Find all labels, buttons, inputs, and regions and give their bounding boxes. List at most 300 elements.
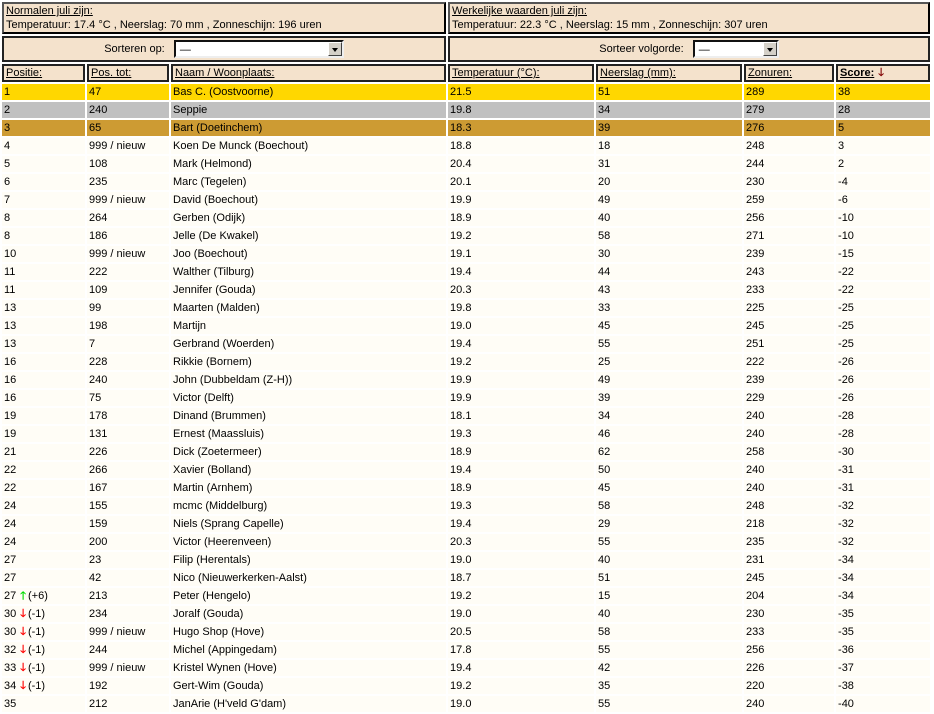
zonuren-cell: 245	[744, 318, 834, 334]
table-row	[2, 300, 930, 316]
table-row	[2, 552, 930, 568]
score-cell: -22	[836, 282, 930, 298]
score-cell: -36	[836, 642, 930, 658]
zonuren-cell: 226	[744, 660, 834, 676]
positie-cell	[2, 138, 85, 154]
neerslag-cell: 31	[596, 156, 742, 172]
col-header-naam[interactable]: Naam / Woonplaats:	[171, 64, 446, 82]
zonuren-cell: 279	[744, 102, 834, 118]
pos-tot-cell: 75	[87, 390, 169, 406]
neerslag-cell: 51	[596, 84, 742, 100]
naam-cell: Rikkie (Bornem)	[171, 354, 446, 370]
temperatuur-cell: 18.3	[448, 120, 594, 136]
positie-value: 11	[4, 284, 16, 296]
zonuren-cell: 240	[744, 462, 834, 478]
table-row	[2, 120, 930, 136]
neerslag-cell: 39	[596, 120, 742, 136]
neerslag-cell: 55	[596, 336, 742, 352]
chevron-down-icon[interactable]	[328, 42, 342, 56]
temperatuur-cell: 19.4	[448, 516, 594, 532]
score-cell: -28	[836, 408, 930, 424]
positie-value: 27	[4, 590, 17, 602]
col-header-zonuren[interactable]: Zonuren:	[744, 64, 834, 82]
positie-value: 10	[4, 248, 17, 260]
zonuren-cell: 256	[744, 210, 834, 226]
score-cell: -34	[836, 588, 930, 604]
neerslag-cell: 39	[596, 390, 742, 406]
naam-cell: Filip (Herentals)	[171, 552, 446, 568]
pos-tot-cell: 999 / nieuw	[87, 192, 169, 208]
positie-value: 5	[4, 158, 11, 170]
position-change: (+6)	[27, 590, 48, 602]
positie-value: 22	[4, 482, 17, 494]
sort-order-cell	[448, 36, 930, 62]
col-header-neerslag[interactable]: Neerslag (mm):	[596, 64, 742, 82]
positie-value: 11	[4, 266, 16, 278]
positie-cell	[2, 336, 85, 352]
zonuren-cell: 259	[744, 192, 834, 208]
temperatuur-cell: 19.8	[448, 300, 594, 316]
temperatuur-cell: 19.3	[448, 426, 594, 442]
score-cell: -6	[836, 192, 930, 208]
normals-text: Temperatuur: 17.4 °C , Neerslag: 70 mm , Zonneschijn: 196 uren	[6, 19, 322, 31]
zonuren-cell: 240	[744, 696, 834, 712]
positie-cell	[2, 534, 85, 550]
sort-by-value: —	[179, 44, 191, 56]
table-row	[2, 138, 930, 154]
table-row	[2, 606, 930, 622]
positie-value: 32	[4, 644, 17, 656]
positie-cell	[2, 426, 85, 442]
table-body	[2, 84, 930, 712]
positie-value: 30	[4, 608, 17, 620]
pos-tot-cell: 109	[87, 282, 169, 298]
sort-order-value: —	[698, 44, 710, 56]
naam-cell: Martijn	[171, 318, 446, 334]
table-row	[2, 588, 930, 604]
table-row	[2, 624, 930, 640]
pos-tot-cell: 186	[87, 228, 169, 244]
pos-tot-cell: 155	[87, 498, 169, 514]
pos-tot-cell: 131	[87, 426, 169, 442]
pos-tot-cell: 200	[87, 534, 169, 550]
score-cell: -38	[836, 678, 930, 694]
temperatuur-cell: 18.9	[448, 444, 594, 460]
pos-tot-cell: 23	[87, 552, 169, 568]
naam-cell: Victor (Delft)	[171, 390, 446, 406]
neerslag-cell: 33	[596, 300, 742, 316]
positie-value: 27	[4, 572, 17, 584]
neerslag-cell: 20	[596, 174, 742, 190]
neerslag-cell: 30	[596, 246, 742, 262]
positie-value: 13	[4, 320, 17, 332]
temperatuur-cell: 18.7	[448, 570, 594, 586]
score-cell: -37	[836, 660, 930, 676]
zonuren-cell: 251	[744, 336, 834, 352]
positie-cell	[2, 678, 85, 694]
pos-tot-cell: 240	[87, 372, 169, 388]
table-row	[2, 102, 930, 118]
positie-value: 3	[4, 122, 11, 134]
positie-cell	[2, 624, 85, 640]
naam-cell: JanArie (H'veld G'dam)	[171, 696, 446, 712]
positie-cell	[2, 444, 85, 460]
positie-cell	[2, 210, 85, 226]
pos-tot-cell: 212	[87, 696, 169, 712]
actuals-panel	[448, 2, 930, 34]
col-header-score-label[interactable]: Score:	[840, 67, 875, 79]
actuals-text: Temperatuur: 22.3 °C , Neerslag: 15 mm , Zonneschijn: 307 uren	[452, 19, 768, 31]
neerslag-cell: 46	[596, 426, 742, 442]
chevron-down-icon[interactable]	[763, 42, 777, 56]
naam-cell: Jennifer (Gouda)	[171, 282, 446, 298]
temperatuur-cell: 20.3	[448, 534, 594, 550]
positie-value: 30	[4, 626, 17, 638]
score-cell: -22	[836, 264, 930, 280]
table-row	[2, 480, 930, 496]
pos-tot-cell: 240	[87, 102, 169, 118]
pos-tot-cell: 192	[87, 678, 169, 694]
temperatuur-cell: 19.2	[448, 678, 594, 694]
neerslag-cell: 55	[596, 534, 742, 550]
positie-cell	[2, 516, 85, 532]
pos-tot-cell: 999 / nieuw	[87, 246, 169, 262]
naam-cell: Joralf (Gouda)	[171, 606, 446, 622]
positie-value: 21	[4, 446, 17, 458]
neerslag-cell: 62	[596, 444, 742, 460]
pos-tot-cell: 999 / nieuw	[87, 660, 169, 676]
positie-value: 13	[4, 338, 17, 350]
table-row	[2, 246, 930, 262]
pos-tot-cell: 108	[87, 156, 169, 172]
positie-value: 16	[4, 392, 17, 404]
positie-cell	[2, 246, 85, 262]
pos-tot-cell: 264	[87, 210, 169, 226]
score-cell: -31	[836, 480, 930, 496]
sort-order-select[interactable]	[693, 40, 779, 58]
positie-value: 24	[4, 518, 17, 530]
positie-cell	[2, 570, 85, 586]
score-cell: -32	[836, 498, 930, 514]
neerslag-cell: 40	[596, 552, 742, 568]
positie-value: 35	[4, 698, 17, 710]
naam-cell: Kristel Wynen (Hove)	[171, 660, 446, 676]
pos-tot-cell: 228	[87, 354, 169, 370]
temperatuur-cell: 19.4	[448, 336, 594, 352]
pos-tot-cell: 7	[87, 336, 169, 352]
table-row	[2, 444, 930, 460]
zonuren-cell: 231	[744, 552, 834, 568]
arrow-down-icon: 🡓	[20, 644, 26, 656]
temperatuur-cell: 19.9	[448, 390, 594, 406]
naam-cell: Ernest (Maassluis)	[171, 426, 446, 442]
actuals-title: Werkelijke waarden juli zijn:	[452, 5, 587, 17]
temperatuur-cell: 19.0	[448, 606, 594, 622]
pos-tot-cell: 47	[87, 84, 169, 100]
table-row	[2, 354, 930, 370]
table-row	[2, 696, 930, 712]
zonuren-cell: 258	[744, 444, 834, 460]
neerslag-cell: 29	[596, 516, 742, 532]
naam-cell: John (Dubbeldam (Z-H))	[171, 372, 446, 388]
score-cell: -15	[836, 246, 930, 262]
table-row	[2, 498, 930, 514]
naam-cell: mcmc (Middelburg)	[171, 498, 446, 514]
positie-cell	[2, 174, 85, 190]
naam-cell: Maarten (Malden)	[171, 300, 446, 316]
pos-tot-cell: 99	[87, 300, 169, 316]
naam-cell: David (Boechout)	[171, 192, 446, 208]
zonuren-cell: 240	[744, 426, 834, 442]
table-row	[2, 462, 930, 478]
col-header-temperatuur[interactable]: Temperatuur (°C):	[448, 64, 594, 82]
naam-cell: Mark (Helmond)	[171, 156, 446, 172]
neerslag-cell: 58	[596, 228, 742, 244]
positie-cell	[2, 228, 85, 244]
score-cell: -40	[836, 696, 930, 712]
naam-cell: Jelle (De Kwakel)	[171, 228, 446, 244]
positie-value: 6	[4, 176, 11, 188]
neerslag-cell: 58	[596, 498, 742, 514]
temperatuur-cell: 20.5	[448, 624, 594, 640]
temperatuur-cell: 19.0	[448, 696, 594, 712]
positie-cell	[2, 552, 85, 568]
naam-cell: Dick (Zoetermeer)	[171, 444, 446, 460]
neerslag-cell: 55	[596, 696, 742, 712]
temperatuur-cell: 18.8	[448, 138, 594, 154]
naam-cell: Gerben (Odijk)	[171, 210, 446, 226]
score-cell: 28	[836, 102, 930, 118]
neerslag-cell: 43	[596, 282, 742, 298]
pos-tot-cell: 222	[87, 264, 169, 280]
positie-cell	[2, 498, 85, 514]
positie-cell	[2, 300, 85, 316]
pos-tot-cell: 198	[87, 318, 169, 334]
zonuren-cell: 225	[744, 300, 834, 316]
table-row	[2, 534, 930, 550]
sort-order-label: Sorteer volgorde:	[599, 43, 684, 55]
positie-cell	[2, 408, 85, 424]
arrow-up-icon: 🡑	[20, 590, 26, 602]
pos-tot-cell: 234	[87, 606, 169, 622]
naam-cell: Seppie	[171, 102, 446, 118]
neerslag-cell: 51	[596, 570, 742, 586]
temperatuur-cell: 18.9	[448, 480, 594, 496]
table-row	[2, 372, 930, 388]
temperatuur-cell: 18.1	[448, 408, 594, 424]
zonuren-cell: 245	[744, 570, 834, 586]
temperatuur-cell: 19.4	[448, 660, 594, 676]
table-row	[2, 408, 930, 424]
pos-tot-cell: 244	[87, 642, 169, 658]
temperatuur-cell: 20.4	[448, 156, 594, 172]
naam-cell: Gert-Wim (Gouda)	[171, 678, 446, 694]
positie-cell	[2, 462, 85, 478]
arrow-down-icon: 🡓	[20, 662, 26, 674]
zonuren-cell: 233	[744, 282, 834, 298]
score-cell: -25	[836, 318, 930, 334]
temperatuur-cell: 19.8	[448, 102, 594, 118]
naam-cell: Walther (Tilburg)	[171, 264, 446, 280]
position-change: (-1)	[27, 644, 46, 656]
score-cell: -26	[836, 354, 930, 370]
temperatuur-cell: 19.0	[448, 552, 594, 568]
score-cell: -4	[836, 174, 930, 190]
pos-tot-cell: 226	[87, 444, 169, 460]
neerslag-cell: 34	[596, 102, 742, 118]
naam-cell: Nico (Nieuwerkerken-Aalst)	[171, 570, 446, 586]
pos-tot-cell: 999 / nieuw	[87, 624, 169, 640]
naam-cell: Xavier (Bolland)	[171, 462, 446, 478]
score-cell: -26	[836, 372, 930, 388]
normals-title: Normalen juli zijn:	[6, 5, 93, 17]
score-cell: -32	[836, 516, 930, 532]
score-cell: -10	[836, 210, 930, 226]
temperatuur-cell: 19.2	[448, 588, 594, 604]
neerslag-cell: 45	[596, 480, 742, 496]
score-cell: -28	[836, 426, 930, 442]
positie-cell	[2, 696, 85, 712]
score-cell: -35	[836, 606, 930, 622]
pos-tot-cell: 266	[87, 462, 169, 478]
score-cell: -25	[836, 336, 930, 352]
table-row	[2, 174, 930, 190]
neerslag-cell: 58	[596, 624, 742, 640]
score-cell: 38	[836, 84, 930, 100]
table-row	[2, 426, 930, 442]
naam-cell: Peter (Hengelo)	[171, 588, 446, 604]
zonuren-cell: 276	[744, 120, 834, 136]
position-change: (-1)	[27, 626, 46, 638]
col-header-pos-tot[interactable]: Pos. tot:	[87, 64, 169, 82]
naam-cell: Gerbrand (Woerden)	[171, 336, 446, 352]
table-row	[2, 660, 930, 676]
temperatuur-cell: 19.0	[448, 318, 594, 334]
info-row	[2, 2, 930, 34]
positie-value: 8	[4, 212, 11, 224]
score-cell: -30	[836, 444, 930, 460]
zonuren-cell: 230	[744, 606, 834, 622]
position-change: (-1)	[27, 608, 46, 620]
table-row	[2, 516, 930, 532]
score-cell: -32	[836, 534, 930, 550]
score-cell: -34	[836, 570, 930, 586]
zonuren-cell: 271	[744, 228, 834, 244]
positie-cell	[2, 102, 85, 118]
positie-value: 2	[4, 104, 11, 116]
col-header-score[interactable]	[836, 64, 930, 82]
score-cell: -25	[836, 300, 930, 316]
temperatuur-cell: 19.4	[448, 264, 594, 280]
zonuren-cell: 204	[744, 588, 834, 604]
naam-cell: Martin (Arnhem)	[171, 480, 446, 496]
score-cell: -35	[836, 624, 930, 640]
zonuren-cell: 230	[744, 174, 834, 190]
table-row	[2, 336, 930, 352]
temperatuur-cell: 17.8	[448, 642, 594, 658]
naam-cell: Bas C. (Oostvoorne)	[171, 84, 446, 100]
positie-cell	[2, 84, 85, 100]
sort-by-select[interactable]	[174, 40, 344, 58]
positie-cell	[2, 192, 85, 208]
score-cell: 5	[836, 120, 930, 136]
score-cell: -10	[836, 228, 930, 244]
table-row	[2, 570, 930, 586]
zonuren-cell: 218	[744, 516, 834, 532]
pos-tot-cell: 159	[87, 516, 169, 532]
neerslag-cell: 40	[596, 210, 742, 226]
position-change: (-1)	[27, 662, 46, 674]
positie-value: 24	[4, 536, 17, 548]
positie-value: 7	[4, 194, 11, 206]
temperatuur-cell: 20.1	[448, 174, 594, 190]
pos-tot-cell: 167	[87, 480, 169, 496]
table-row	[2, 156, 930, 172]
temperatuur-cell: 19.2	[448, 228, 594, 244]
neerslag-cell: 34	[596, 408, 742, 424]
zonuren-cell: 229	[744, 390, 834, 406]
arrow-down-icon: 🡓	[20, 680, 26, 692]
position-change: (-1)	[27, 680, 46, 692]
temperatuur-cell: 20.3	[448, 282, 594, 298]
positie-cell	[2, 264, 85, 280]
positie-cell	[2, 372, 85, 388]
naam-cell: Michel (Appingedam)	[171, 642, 446, 658]
positie-cell	[2, 480, 85, 496]
positie-value: 34	[4, 680, 17, 692]
pos-tot-cell: 65	[87, 120, 169, 136]
positie-cell	[2, 588, 85, 604]
table-row	[2, 84, 930, 100]
naam-cell: Joo (Boechout)	[171, 246, 446, 262]
naam-cell: Koen De Munck (Boechout)	[171, 138, 446, 154]
arrow-down-icon: 🡓	[20, 608, 26, 620]
neerslag-cell: 18	[596, 138, 742, 154]
score-cell: -26	[836, 390, 930, 406]
zonuren-cell: 235	[744, 534, 834, 550]
positie-cell	[2, 390, 85, 406]
zonuren-cell: 239	[744, 372, 834, 388]
naam-cell: Niels (Sprang Capelle)	[171, 516, 446, 532]
naam-cell: Victor (Heerenveen)	[171, 534, 446, 550]
positie-cell	[2, 156, 85, 172]
temperatuur-cell: 19.4	[448, 462, 594, 478]
neerslag-cell: 49	[596, 192, 742, 208]
temperatuur-cell: 21.5	[448, 84, 594, 100]
normals-panel	[2, 2, 446, 34]
positie-cell	[2, 642, 85, 658]
zonuren-cell: 243	[744, 264, 834, 280]
temperatuur-cell: 19.3	[448, 498, 594, 514]
temperatuur-cell: 19.2	[448, 354, 594, 370]
positie-cell	[2, 354, 85, 370]
col-header-positie[interactable]: Positie:	[2, 64, 85, 82]
score-cell: -31	[836, 462, 930, 478]
temperatuur-cell: 19.1	[448, 246, 594, 262]
positie-value: 16	[4, 356, 17, 368]
zonuren-cell: 239	[744, 246, 834, 262]
neerslag-cell: 40	[596, 606, 742, 622]
neerslag-cell: 44	[596, 264, 742, 280]
naam-cell: Hugo Shop (Hove)	[171, 624, 446, 640]
table-row	[2, 318, 930, 334]
score-cell: 2	[836, 156, 930, 172]
temperatuur-cell: 19.9	[448, 372, 594, 388]
score-cell: -34	[836, 552, 930, 568]
sort-down-arrow-icon: 🡓	[878, 67, 885, 79]
score-cell: 3	[836, 138, 930, 154]
zonuren-cell: 220	[744, 678, 834, 694]
